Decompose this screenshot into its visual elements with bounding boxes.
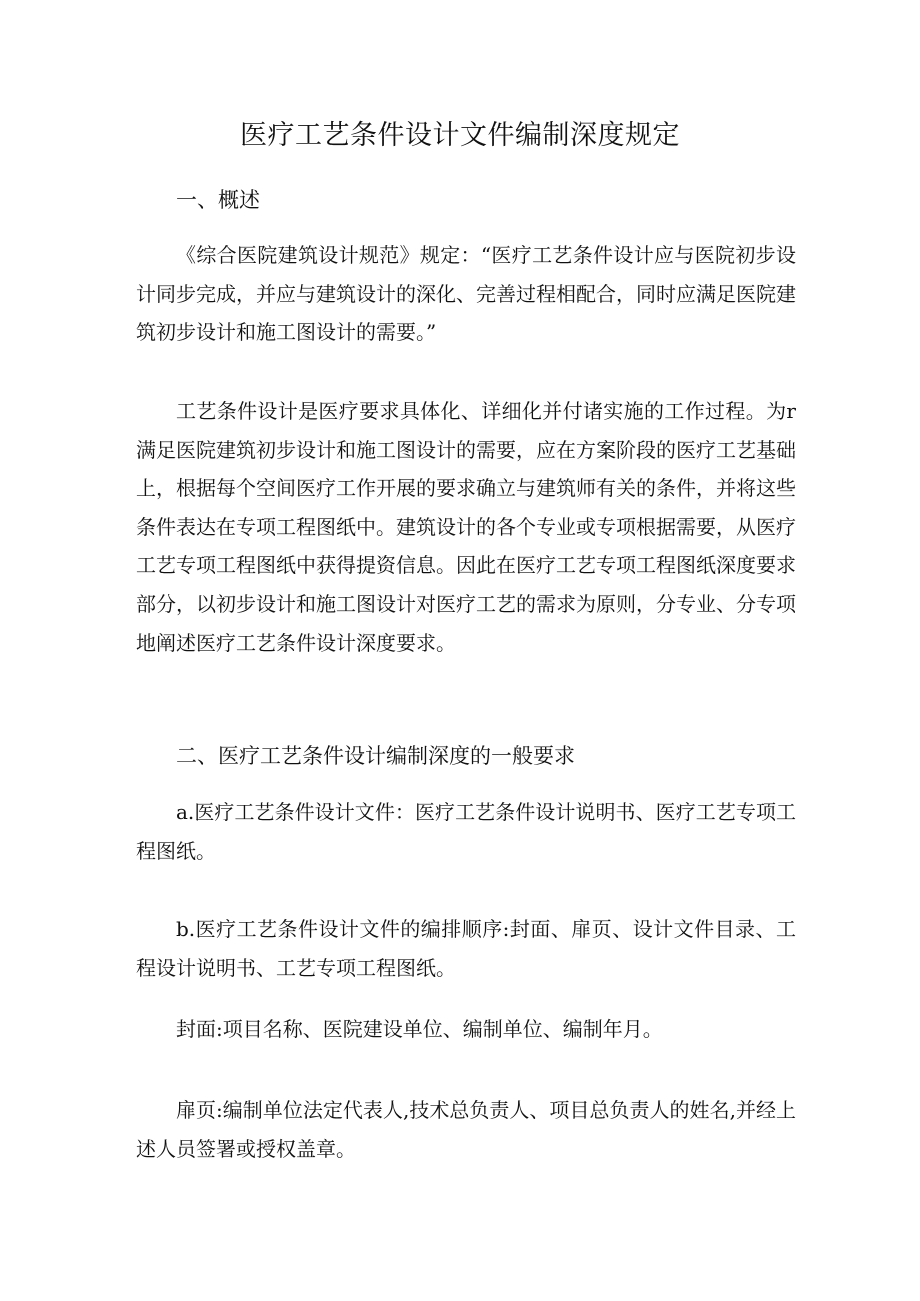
paragraph-regulation-quote: 《综合医院建筑设计规范》规定：“医疗工艺条件设计应与医院初步设计同步完成，并应与建筑设计的深化、完善过程相配合，同时应满足医院建筑初步设计和施工图设计的需要。” (136, 243, 796, 345)
paragraph-cover-page: 封面:项目名称、医院建设单位、编制单位、编制年月。 (176, 1017, 663, 1041)
section-heading-overview: 一、概述 (176, 188, 260, 212)
document-title: 医疗工艺条件设计文件编制深度规定 (240, 120, 680, 151)
paragraph-process-description: 工艺条件设计是医疗要求具体化、详细化并付诸实施的工作过程。为r满足医院建筑初步设计和施工图设计的需要，应在方案阶段的医疗工艺基础上，根据每个空间医疗工作开展的要求确立与建筑师有关的条件，并将这些条件表达在专项工程图纸中。建筑设计的各个专业或专项根据需要，从医疗工艺专项工程图纸中获得提资信息。因此在医疗工艺专项工程图纸深度要求部分，以初步设计和施工图设计对医疗工艺的需求为原则，分专业、分专项地阐述医疗工艺条件设计深度要求。 (136, 399, 796, 655)
section-heading-general-requirements: 二、医疗工艺条件设计编制深度的一般要求 (176, 744, 575, 768)
paragraph-document-order: b.医疗工艺条件设计文件的编排顺序:封面、扉页、设计文件目录、工程设计说明书、工艺专项工程图纸。 (136, 917, 796, 980)
paragraph-title-page: 扉页:编制单位法定代表人,技术总负责人、项目总负责人的姓名,并经上述人员签署或授权盖章。 (136, 1098, 796, 1161)
paragraph-document-contents: a.医疗工艺条件设计文件：医疗工艺条件设计说明书、医疗工艺专项工程图纸。 (136, 800, 796, 863)
